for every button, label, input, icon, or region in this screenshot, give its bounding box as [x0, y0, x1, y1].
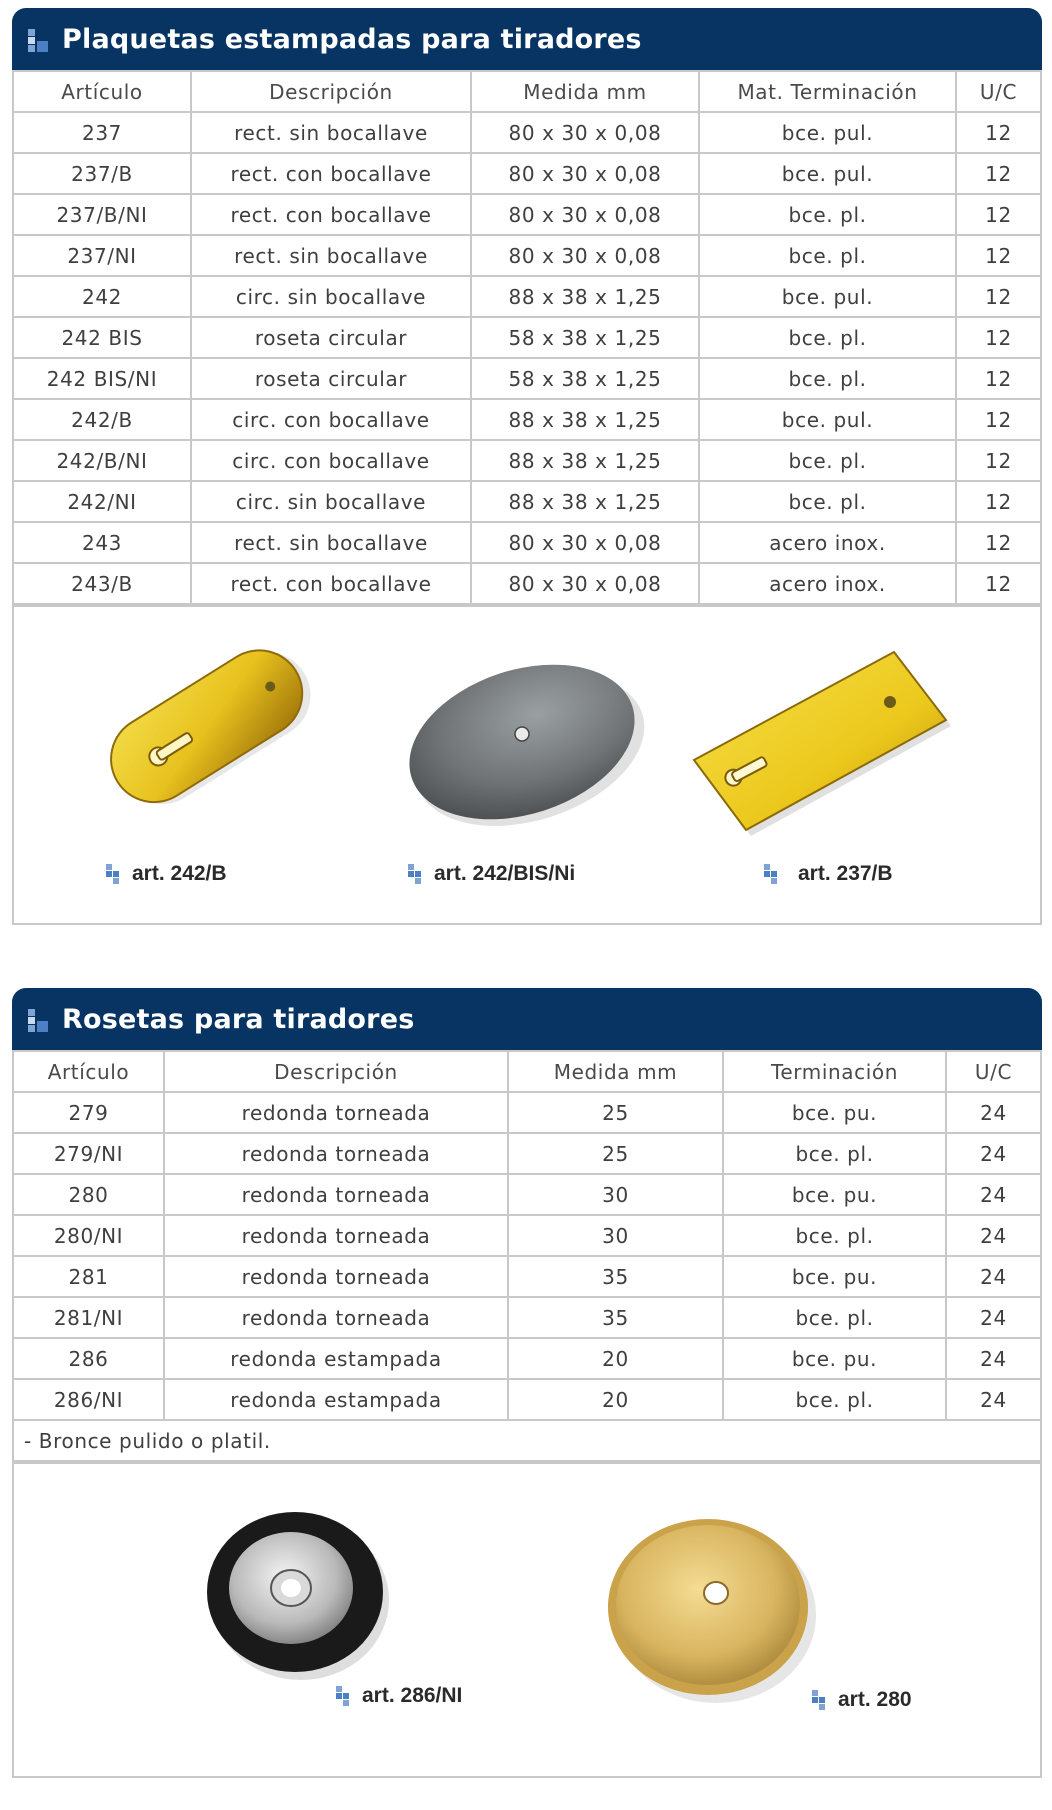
uc-cell: 12 — [956, 399, 1040, 440]
descripcion-cell: redonda estampada — [164, 1338, 508, 1379]
table-row — [14, 1133, 1040, 1174]
descripcion-cell: redonda torneada — [164, 1297, 508, 1338]
product-image-280 — [604, 1509, 824, 1709]
terminacion-cell: bce. pul. — [699, 399, 956, 440]
terminacion-cell: bce. pl. — [699, 358, 956, 399]
terminacion-cell: bce. pul. — [699, 153, 956, 194]
uc-cell: 12 — [956, 563, 1040, 604]
uc-cell: 12 — [956, 153, 1040, 194]
medida-cell: 88 x 38 x 1,25 — [471, 440, 699, 481]
caption-text: art. 280 — [838, 1688, 912, 1711]
medida-cell: 25 — [508, 1133, 723, 1174]
articulo-cell: 242 BIS — [14, 317, 191, 358]
uc-cell: 12 — [956, 235, 1040, 276]
caption-text: art. 242/BIS/Ni — [434, 862, 576, 885]
articulo-cell: 281/NI — [14, 1297, 164, 1338]
table-row — [14, 112, 1040, 153]
medida-cell: 20 — [508, 1379, 723, 1420]
blue-squares-icon — [28, 1007, 52, 1031]
medida-cell: 20 — [508, 1338, 723, 1379]
descripcion-cell: redonda torneada — [164, 1092, 508, 1133]
rosetas-header — [12, 988, 1042, 1050]
articulo-cell: 243 — [14, 522, 191, 563]
plaquetas-gallery — [14, 605, 1040, 923]
uc-cell: 24 — [946, 1174, 1040, 1215]
column-header: Terminación — [723, 1051, 946, 1092]
articulo-cell: 279 — [14, 1092, 164, 1133]
rosetas-table-body — [14, 1092, 1040, 1420]
medida-cell: 80 x 30 x 0,08 — [471, 194, 699, 235]
blue-squares-icon — [764, 864, 784, 884]
column-header: Descripción — [191, 71, 471, 112]
uc-cell: 24 — [946, 1133, 1040, 1174]
table-row — [14, 1338, 1040, 1379]
descripcion-cell: rect. sin bocallave — [191, 112, 471, 153]
blue-squares-icon — [28, 27, 52, 51]
uc-cell: 24 — [946, 1338, 1040, 1379]
uc-cell: 12 — [956, 522, 1040, 563]
articulo-cell: 280 — [14, 1174, 164, 1215]
articulo-cell: 237/B/NI — [14, 194, 191, 235]
uc-cell: 12 — [956, 481, 1040, 522]
medida-cell: 58 x 38 x 1,25 — [471, 317, 699, 358]
note-text: - Bronce pulido o platil. — [14, 1420, 1040, 1461]
product-image-286-ni — [199, 1494, 399, 1694]
caption-text: art. 242/B — [132, 862, 227, 885]
descripcion-cell: rect. con bocallave — [191, 153, 471, 194]
plaquetas-table — [14, 70, 1040, 605]
column-header: Medida mm — [508, 1051, 723, 1092]
descripcion-cell: redonda torneada — [164, 1215, 508, 1256]
medida-cell: 80 x 30 x 0,08 — [471, 563, 699, 604]
terminacion-cell: bce. pl. — [723, 1133, 946, 1174]
articulo-cell: 279/NI — [14, 1133, 164, 1174]
descripcion-cell: roseta circular — [191, 358, 471, 399]
terminacion-cell: bce. pl. — [699, 440, 956, 481]
plaquetas-header — [12, 8, 1042, 70]
table-row — [14, 1174, 1040, 1215]
descripcion-cell: circ. con bocallave — [191, 440, 471, 481]
table-row — [14, 522, 1040, 563]
terminacion-cell: bce. pu. — [723, 1256, 946, 1297]
medida-cell: 80 x 30 x 0,08 — [471, 153, 699, 194]
table-row — [14, 1092, 1040, 1133]
medida-cell: 35 — [508, 1297, 723, 1338]
descripcion-cell: redonda torneada — [164, 1133, 508, 1174]
plaquetas-panel — [12, 8, 1042, 925]
articulo-cell: 242/NI — [14, 481, 191, 522]
table-row — [14, 194, 1040, 235]
rosetas-gallery — [14, 1462, 1040, 1776]
column-header: U/C — [946, 1051, 1040, 1092]
articulo-cell: 242 BIS/NI — [14, 358, 191, 399]
medida-cell: 88 x 38 x 1,25 — [471, 481, 699, 522]
caption-text: art. 286/NI — [362, 1684, 463, 1707]
articulo-cell: 237/NI — [14, 235, 191, 276]
articulo-cell: 286 — [14, 1338, 164, 1379]
articulo-cell: 281 — [14, 1256, 164, 1297]
medida-cell: 88 x 38 x 1,25 — [471, 276, 699, 317]
medida-cell: 80 x 30 x 0,08 — [471, 522, 699, 563]
medida-cell: 30 — [508, 1215, 723, 1256]
articulo-cell: 242 — [14, 276, 191, 317]
product-image-242-b — [89, 642, 319, 802]
table-row — [14, 481, 1040, 522]
articulo-cell: 242/B — [14, 399, 191, 440]
rosetas-table — [14, 1050, 1040, 1462]
column-header: Artículo — [14, 1051, 164, 1092]
caption-242-b — [106, 862, 227, 886]
table-row — [14, 235, 1040, 276]
terminacion-cell: bce. pl. — [723, 1215, 946, 1256]
plaquetas-table-wrap — [12, 70, 1042, 925]
descripcion-cell: rect. sin bocallave — [191, 522, 471, 563]
caption-286-ni — [336, 1684, 462, 1708]
table-row — [14, 440, 1040, 481]
uc-cell: 12 — [956, 112, 1040, 153]
column-header: Artículo — [14, 71, 191, 112]
terminacion-cell: bce. pl. — [699, 481, 956, 522]
blue-squares-icon — [812, 1690, 832, 1710]
descripcion-cell: rect. con bocallave — [191, 194, 471, 235]
articulo-cell: 280/NI — [14, 1215, 164, 1256]
descripcion-cell: rect. con bocallave — [191, 563, 471, 604]
column-header: Descripción — [164, 1051, 508, 1092]
table-row — [14, 358, 1040, 399]
uc-cell: 24 — [946, 1297, 1040, 1338]
table-row — [14, 1256, 1040, 1297]
terminacion-cell: bce. pu. — [723, 1174, 946, 1215]
terminacion-cell: bce. pl. — [723, 1379, 946, 1420]
uc-cell: 24 — [946, 1379, 1040, 1420]
articulo-cell: 286/NI — [14, 1379, 164, 1420]
terminacion-cell: bce. pl. — [699, 235, 956, 276]
descripcion-cell: rect. sin bocallave — [191, 235, 471, 276]
medida-cell: 35 — [508, 1256, 723, 1297]
table-row — [14, 276, 1040, 317]
table-row — [14, 1215, 1040, 1256]
medida-cell: 25 — [508, 1092, 723, 1133]
uc-cell: 12 — [956, 440, 1040, 481]
plaquetas-table-body — [14, 112, 1040, 604]
column-header: Medida mm — [471, 71, 699, 112]
articulo-cell: 242/B/NI — [14, 440, 191, 481]
articulo-cell: 243/B — [14, 563, 191, 604]
terminacion-cell: bce. pul. — [699, 276, 956, 317]
product-image-237-b — [684, 632, 974, 852]
rosetas-header-row — [14, 1051, 1040, 1092]
uc-cell: 12 — [956, 194, 1040, 235]
table-row — [14, 399, 1040, 440]
caption-242-bis-ni — [408, 862, 575, 886]
terminacion-cell: bce. pu. — [723, 1338, 946, 1379]
product-image-242-bis-ni — [394, 652, 654, 832]
uc-cell: 12 — [956, 358, 1040, 399]
descripcion-cell: redonda estampada — [164, 1379, 508, 1420]
rosetas-table-wrap — [12, 1050, 1042, 1778]
descripcion-cell: circ. sin bocallave — [191, 276, 471, 317]
descripcion-cell: roseta circular — [191, 317, 471, 358]
terminacion-cell: bce. pl. — [699, 317, 956, 358]
rosetas-title: Rosetas para tiradores — [62, 1003, 415, 1035]
uc-cell: 24 — [946, 1256, 1040, 1297]
terminacion-cell: bce. pul. — [699, 112, 956, 153]
terminacion-cell: bce. pl. — [699, 194, 956, 235]
descripcion-cell: circ. con bocallave — [191, 399, 471, 440]
terminacion-cell: acero inox. — [699, 563, 956, 604]
terminacion-cell: acero inox. — [699, 522, 956, 563]
terminacion-cell: bce. pl. — [723, 1297, 946, 1338]
table-row — [14, 563, 1040, 604]
terminacion-cell: bce. pu. — [723, 1092, 946, 1133]
medida-cell: 80 x 30 x 0,08 — [471, 112, 699, 153]
descripcion-cell: redonda torneada — [164, 1174, 508, 1215]
table-row — [14, 1379, 1040, 1420]
medida-cell: 80 x 30 x 0,08 — [471, 235, 699, 276]
uc-cell: 12 — [956, 276, 1040, 317]
rosetas-panel — [12, 988, 1042, 1778]
plaquetas-title: Plaquetas estampadas para tiradores — [62, 23, 642, 55]
uc-cell: 24 — [946, 1215, 1040, 1256]
descripcion-cell: circ. sin bocallave — [191, 481, 471, 522]
caption-280 — [812, 1688, 912, 1712]
medida-cell: 58 x 38 x 1,25 — [471, 358, 699, 399]
table-row — [14, 1297, 1040, 1338]
descripcion-cell: redonda torneada — [164, 1256, 508, 1297]
table-row — [14, 153, 1040, 194]
blue-squares-icon — [106, 864, 126, 884]
uc-cell: 12 — [956, 317, 1040, 358]
uc-cell: 24 — [946, 1092, 1040, 1133]
plaquetas-header-row — [14, 71, 1040, 112]
column-header: Mat. Terminación — [699, 71, 956, 112]
column-header: U/C — [956, 71, 1040, 112]
medida-cell: 88 x 38 x 1,25 — [471, 399, 699, 440]
medida-cell: 30 — [508, 1174, 723, 1215]
articulo-cell: 237/B — [14, 153, 191, 194]
articulo-cell: 237 — [14, 112, 191, 153]
table-row — [14, 317, 1040, 358]
caption-237-b — [764, 862, 893, 886]
note-row — [14, 1420, 1040, 1461]
caption-text: art. 237/B — [798, 862, 893, 885]
blue-squares-icon — [408, 864, 428, 884]
blue-squares-icon — [336, 1686, 356, 1706]
